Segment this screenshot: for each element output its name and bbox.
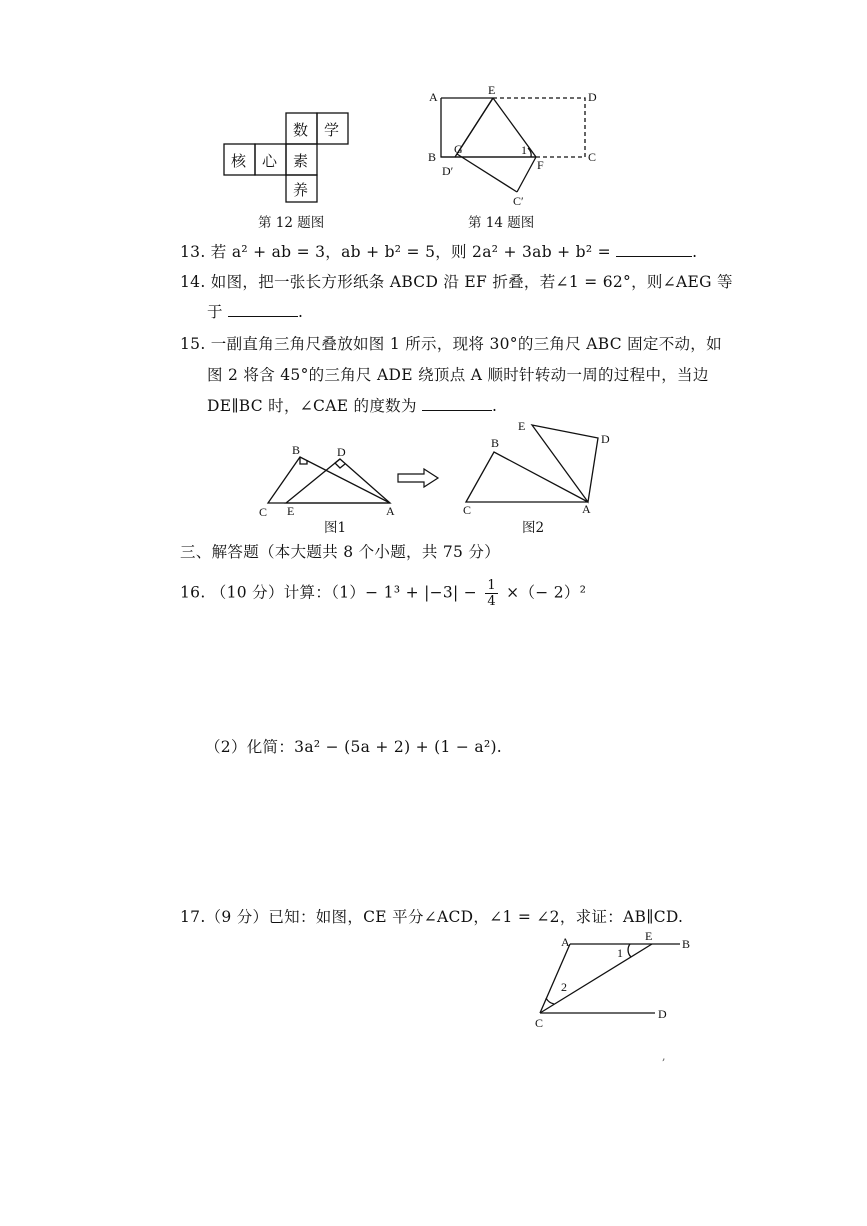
cube-cell-shu: 数	[293, 121, 309, 139]
fig15b-label-C: C	[463, 503, 472, 517]
q13-answer-blank[interactable]	[616, 244, 692, 257]
question-13	[180, 240, 697, 262]
q15-text-line2: 图 2 将含 45°的三角尺 ADE 绕顶点 A 顺时针转动一周的过程中，当边	[207, 366, 709, 384]
section-3-heading: 三、解答题（本大题共 8 个小题，共 75 分）	[180, 543, 500, 561]
fig15b-label-E: E	[518, 419, 526, 433]
fig14-label-B: B	[428, 150, 437, 164]
fig17-label-B: B	[682, 937, 691, 951]
q16-part1-text-b: ×（− 2）²	[506, 583, 587, 602]
cube-cell-xin: 心	[262, 152, 278, 170]
fig15b-label-A: A	[582, 502, 591, 516]
q16-number: 16.	[180, 583, 206, 602]
q14-text-line2: 于	[207, 303, 223, 321]
fig14-label-A: A	[429, 90, 438, 104]
fig17-label-A: A	[561, 935, 570, 949]
figure-15-diagram-1	[258, 443, 408, 523]
figure-17-diagram	[530, 930, 690, 1030]
fig14-label-G: G	[454, 142, 463, 156]
fig15a-label-D: D	[337, 445, 346, 459]
figure-15-diagram-2	[462, 420, 622, 520]
q15-period: .	[491, 397, 498, 415]
fig14-label-1: 1	[521, 143, 527, 157]
fig15a-label-C: C	[259, 505, 268, 519]
fig15a-label-E: E	[287, 504, 295, 518]
fig15b-label-B: B	[491, 436, 500, 450]
figure-15-arrow-icon	[396, 468, 440, 488]
fig14-label-F: F	[537, 158, 544, 172]
question-17: 17.（9 分）已知：如图，CE 平分∠ACD，∠1 = ∠2，求证：AB∥CD.	[180, 908, 684, 926]
q16-fraction-denominator: 4	[487, 594, 496, 609]
fig15b-label-D: D	[601, 432, 610, 446]
figure-14-caption: 第 14 题图	[468, 215, 535, 231]
fig14-label-Dprime: D′	[442, 164, 454, 178]
q14-period: .	[298, 303, 304, 321]
q16-part1-text-a: （10 分）计算：（1）− 1³ + |−3| −	[210, 583, 478, 602]
q14-number: 14.	[180, 273, 206, 291]
q14-answer-blank[interactable]	[228, 304, 298, 317]
figure-12-caption: 第 12 题图	[258, 215, 325, 231]
q15-number: 15.	[180, 335, 206, 353]
q15-text-line1: 一副直角三角尺叠放如图 1 所示，现将 30°的三角尺 ABC 固定不动，如	[210, 335, 722, 353]
question-16-part1	[180, 578, 586, 609]
cube-cell-xue: 学	[324, 121, 340, 139]
fig17-label-2: 2	[561, 980, 567, 994]
figure-15-caption-2: 图2	[522, 520, 545, 536]
q14-text-line1: 如图，把一张长方形纸条 ABCD 沿 EF 折叠，若∠1 = 62°，则∠AEG 等	[210, 273, 733, 291]
question-14-line2	[207, 300, 303, 322]
q16-fraction	[485, 578, 498, 609]
cube-cell-yang: 养	[293, 181, 309, 199]
question-15-line3	[207, 394, 497, 416]
figure-14-folded-rectangle	[425, 83, 605, 208]
q15-answer-blank[interactable]	[422, 398, 492, 411]
fig15a-label-A: A	[386, 504, 395, 518]
cube-cell-he: 核	[231, 152, 247, 170]
question-15-line2	[207, 363, 709, 385]
fig14-label-E: E	[488, 83, 496, 97]
figure-15-caption-1: 图1	[324, 520, 347, 536]
q13-number: 13.	[180, 243, 206, 261]
question-16-part2: （2）化简：3a² − (5a + 2) + (1 − a²).	[205, 738, 503, 756]
question-15-line1	[180, 332, 722, 354]
question-14-line1	[180, 270, 733, 292]
cube-cell-su: 素	[293, 152, 309, 170]
fig17-label-1: 1	[617, 946, 623, 960]
stray-mark: ,	[662, 1050, 666, 1063]
figure-12-cube-net	[222, 112, 362, 202]
fig15a-label-B: B	[292, 443, 301, 457]
fig14-label-C: C	[588, 150, 597, 164]
fig17-label-D: D	[658, 1007, 667, 1021]
fig14-label-D: D	[588, 90, 597, 104]
q13-period: .	[692, 243, 698, 261]
fig14-label-Cprime: C′	[513, 194, 524, 208]
fig17-label-C: C	[535, 1016, 544, 1030]
fig17-label-E: E	[645, 929, 653, 943]
q15-text-line3: DE∥BC 时，∠CAE 的度数为	[207, 397, 417, 415]
q16-fraction-numerator: 1	[487, 578, 496, 593]
q13-text: 若 a² + ab = 3，ab + b² = 5，则 2a² + 3ab + b² =	[210, 243, 611, 261]
